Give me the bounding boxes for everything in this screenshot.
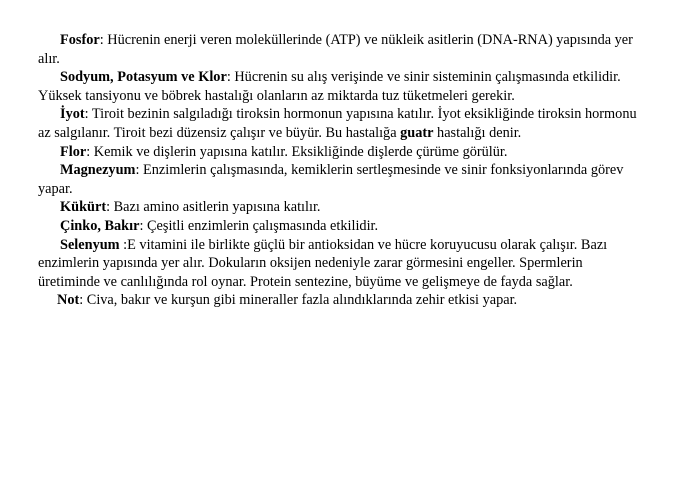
text-iyot: : Tiroit bezinin salgıladığı tiroksin hormonun yapısına katılır. İyot eksikliğinde tiroksin hormonu az salgılanır. Tiroit bezi düzensiz çalışır ve büyür. Bu hastalığa xyxy=(38,106,637,141)
term-magnezyum: Magnezyum xyxy=(60,162,136,179)
paragraph-iyot xyxy=(38,105,638,142)
paragraph-sodyum-potasyum-klor xyxy=(38,68,638,105)
text-flor: : Kemik ve dişlerin yapısına katılır. Eksikliğinde dişlerde çürüme görülür. xyxy=(86,143,508,160)
text-selenyum: :E vitamini ile birlikte güçlü bir antioksidan ve hücre koruyucusu olarak çalışır. Bazı enzimlerin yapısında yer alır. Dokuların oksijen nedeniyle zarar görmesini engeller. Spermlerin üretiminde ve canlılığında rol oynar. Protein sentezine, büyüme ve gelişmeye de fayda sağlar. xyxy=(38,236,608,290)
term-sodyum-potasyum-klor: Sodyum, Potasyum ve Klor xyxy=(60,69,227,86)
paragraph-cinko-bakir xyxy=(38,217,638,236)
paragraph-flor xyxy=(38,143,638,162)
paragraph-kukurt xyxy=(38,198,638,217)
text-magnezyum: : Enzimlerin çalışmasında, kemiklerin sertleşmesinde ve sinir fonksiyonlarında görev yapar. xyxy=(38,162,624,197)
term-flor: Flor xyxy=(60,143,87,160)
term-iyot: İyot xyxy=(60,106,85,123)
text-not: : Civa, bakır ve kurşun gibi mineraller fazla alındıklarında zehir etkisi yapar. xyxy=(79,292,518,309)
text-kukurt: : Bazı amino asitlerin yapısına katılır. xyxy=(106,199,321,216)
term-guatr: guatr xyxy=(400,124,434,141)
text-sodyum-potasyum-klor: : Hücrenin su alış verişinde ve sinir sisteminin çalışmasında etkilidir. Yüksek tansiyonu ve böbrek hastalığı olanların az miktarda tuz tüketmeleri gerekir. xyxy=(38,69,621,104)
paragraph-fosfor xyxy=(38,31,638,68)
document-body xyxy=(38,31,638,310)
paragraph-not xyxy=(38,291,638,310)
text-fosfor: : Hücrenin enerji veren moleküllerinde (ATP) ve nükleik asitlerin (DNA-RNA) yapısında yer alır. xyxy=(38,32,633,67)
term-kukurt: Kükürt xyxy=(60,199,107,216)
term-cinko-bakir: Çinko, Bakır xyxy=(60,217,140,234)
term-fosfor: Fosfor xyxy=(60,32,100,48)
paragraph-selenyum xyxy=(38,236,638,292)
text-cinko-bakir: : Çeşitli enzimlerin çalışmasında etkilidir. xyxy=(139,217,379,234)
term-not: Not xyxy=(57,292,80,309)
paragraph-magnezyum xyxy=(38,161,638,198)
term-selenyum: Selenyum xyxy=(60,236,120,253)
text-iyot-end: hastalığı denir. xyxy=(433,124,522,141)
